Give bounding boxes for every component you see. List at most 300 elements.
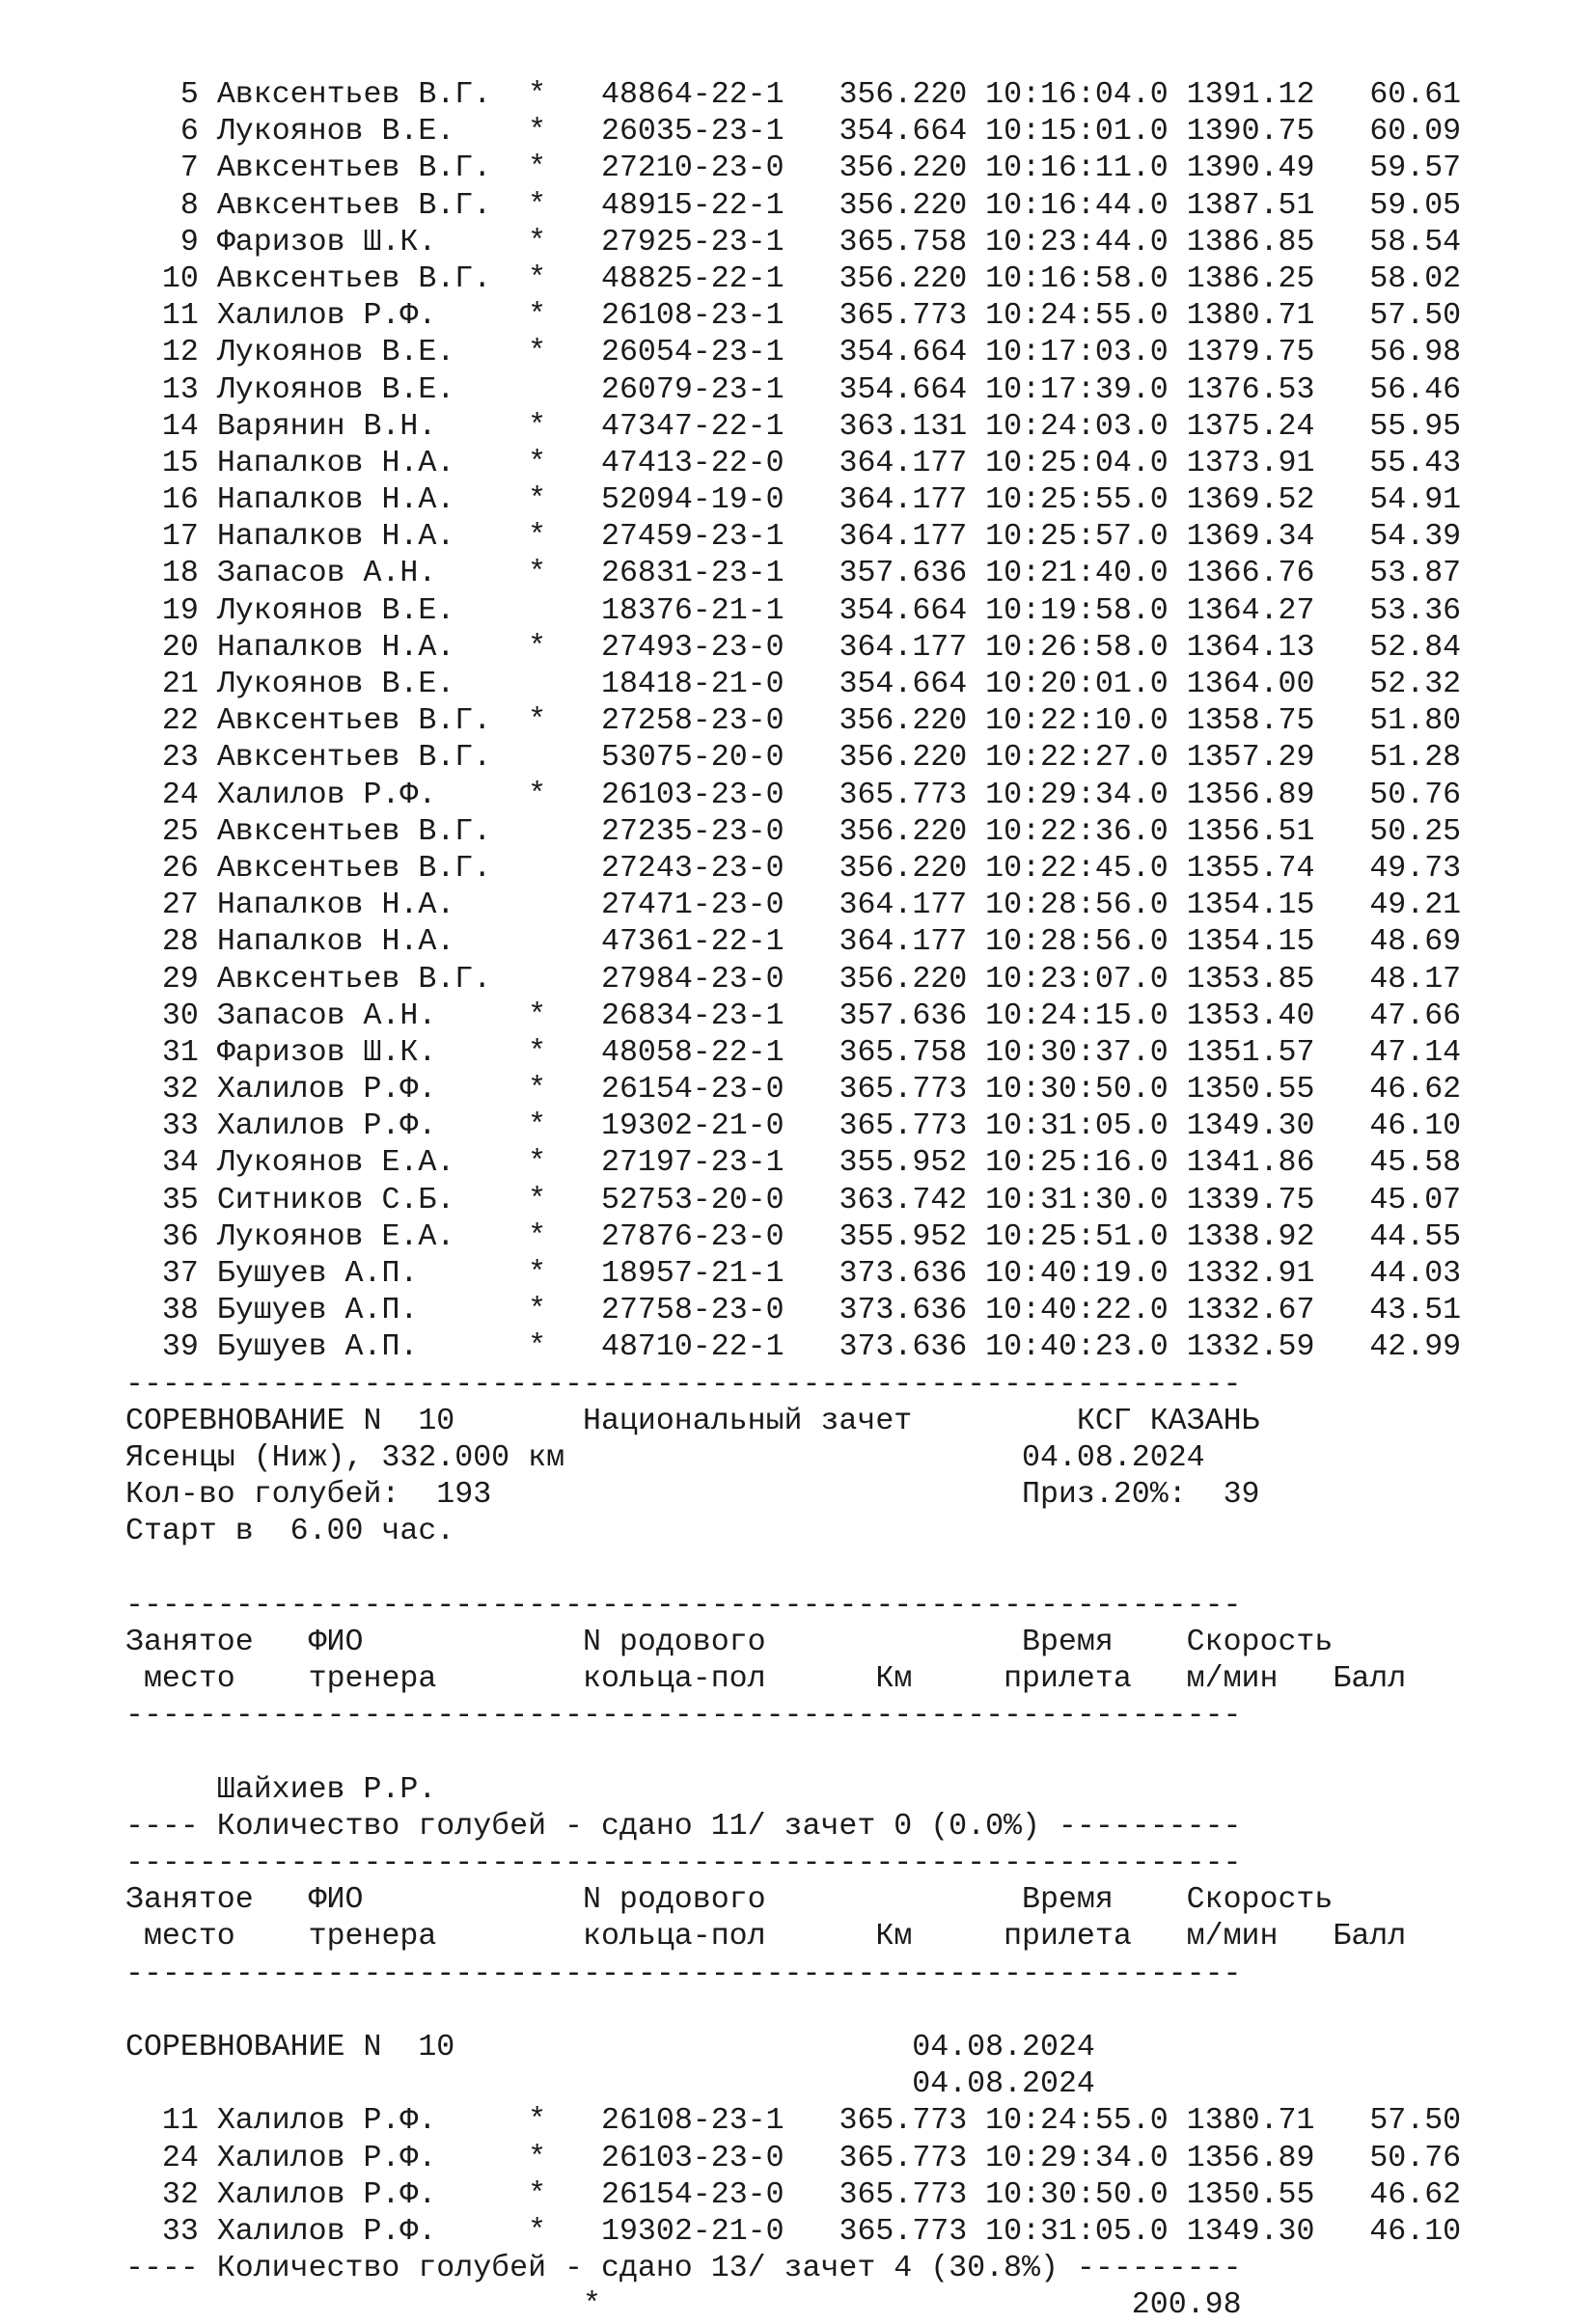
cell-ring: 27493-23-0	[601, 630, 784, 665]
table-row	[125, 630, 1461, 667]
cell-points: 49.73	[1351, 851, 1462, 886]
cell-ring: 27235-23-0	[601, 814, 784, 849]
table-row	[125, 409, 1461, 446]
cell-name: Лукоянов Е.А.	[216, 1146, 510, 1181]
table-row	[125, 556, 1461, 592]
cell-time: 10:40:23.0	[985, 1330, 1169, 1365]
count-value: 193	[399, 1478, 492, 1513]
cell-ring: 52094-19-0	[601, 483, 784, 518]
cell-points: 53.36	[1351, 593, 1462, 628]
cell-km: 356.220	[839, 78, 968, 112]
cell-ring: 27210-23-0	[601, 151, 784, 186]
cell-time: 10:20:01.0	[985, 668, 1169, 701]
table-row	[125, 1293, 1461, 1329]
cell-star: *	[528, 1183, 547, 1217]
cell-speed: 1351.57	[1186, 1035, 1315, 1070]
cell-time: 10:30:50.0	[985, 2177, 1169, 2212]
cell-place: 8	[125, 188, 199, 223]
cell-name: Ситников С.Б.	[216, 1183, 510, 1217]
cell-time: 10:25:51.0	[985, 1219, 1169, 1254]
cell-name: Халилов Р.Ф.	[216, 1109, 510, 1144]
cell-star: *	[528, 520, 547, 555]
cell-place: 7	[125, 151, 199, 186]
cell-name: Фаризов Ш.К.	[216, 225, 510, 260]
cell-name: Лукоянов В.Е.	[216, 336, 510, 370]
cell-ring: 18376-21-1	[601, 593, 784, 628]
race-location: Ясенцы (Ниж), 332.000 км	[125, 1440, 1023, 1475]
cell-ring: 27984-23-0	[601, 962, 784, 997]
cell-name: Халилов Р.Ф.	[216, 299, 510, 334]
cell-name: Бушуев А.П.	[216, 1257, 510, 1291]
cell-points: 46.10	[1351, 1109, 1462, 1144]
cell-time: 10:25:57.0	[985, 520, 1169, 555]
cell-star: *	[528, 2177, 547, 2212]
cell-points: 57.50	[1351, 299, 1462, 334]
cell-km: 354.664	[839, 372, 968, 407]
cell-place: 9	[125, 225, 199, 260]
separator	[125, 1956, 1461, 1993]
cell-star: *	[528, 336, 547, 370]
table-row	[125, 1183, 1461, 1219]
section-summary: ---- Количество голубей - сдано 11/ зачет 0 (0.0%) ----------	[125, 1809, 1242, 1844]
cell-km: 363.742	[839, 1183, 968, 1217]
dash-rule: -------------------------------------------------------------	[125, 1956, 1242, 1991]
cell-name: Фаризов Ш.К.	[216, 1035, 510, 1070]
cell-km: 355.952	[839, 1219, 968, 1254]
cell-star	[528, 373, 546, 407]
cell-place: 35	[125, 1183, 199, 1217]
cell-points: 49.21	[1351, 889, 1462, 923]
cell-name: Напалков Н.А.	[216, 630, 510, 665]
cell-time: 10:30:50.0	[985, 1073, 1169, 1107]
cell-ring: 47347-22-1	[601, 409, 784, 444]
results-document	[125, 77, 1461, 2324]
cell-star	[528, 668, 546, 701]
cell-ring: 27925-23-1	[601, 225, 784, 260]
cell-star: *	[528, 1073, 547, 1107]
cell-speed: 1353.40	[1186, 998, 1315, 1033]
date-1: 04.08.2024	[912, 2030, 1095, 2064]
col-name-2: тренера	[308, 1920, 583, 1955]
cell-name: Лукоянов В.Е.	[216, 593, 510, 628]
cell-star: *	[528, 1294, 547, 1328]
cell-speed: 1358.75	[1186, 704, 1315, 739]
cell-km: 356.220	[839, 151, 968, 186]
cell-km: 373.636	[839, 1294, 968, 1328]
cell-time: 10:22:10.0	[985, 704, 1169, 739]
cell-ring: 47413-22-0	[601, 446, 784, 480]
col-speed-2: м/мин	[1186, 1920, 1334, 1955]
cell-time: 10:31:30.0	[985, 1183, 1169, 1217]
cell-time: 10:31:05.0	[985, 1109, 1169, 1144]
cell-speed: 1390.49	[1186, 151, 1315, 186]
cell-ring: 27459-23-1	[601, 520, 784, 555]
total-line	[125, 2287, 1461, 2324]
cell-points: 44.03	[1351, 1257, 1462, 1291]
cell-place: 5	[125, 78, 199, 112]
cell-points: 44.55	[1351, 1219, 1462, 1254]
cell-speed: 1369.52	[1186, 483, 1315, 518]
cell-time: 10:40:22.0	[985, 1294, 1169, 1328]
cell-time: 10:25:55.0	[985, 483, 1169, 518]
cell-km: 357.636	[839, 998, 968, 1033]
cell-km: 365.773	[839, 299, 968, 334]
cell-km: 365.773	[839, 2104, 968, 2139]
section2-date	[125, 2066, 1461, 2103]
cell-km: 373.636	[839, 1330, 968, 1365]
cell-name: Авксентьев В.Г.	[216, 962, 510, 997]
table-row	[125, 261, 1461, 298]
cell-km: 356.220	[839, 261, 968, 296]
cell-km: 357.636	[839, 557, 968, 591]
column-header-1	[125, 1625, 1461, 1661]
table-row	[125, 703, 1461, 740]
cell-points: 55.95	[1351, 409, 1462, 444]
cell-km: 356.220	[839, 851, 968, 886]
col-points: Балл	[1333, 1662, 1407, 1697]
cell-km: 364.177	[839, 925, 968, 960]
cell-points: 56.98	[1351, 336, 1462, 370]
cell-place: 13	[125, 372, 199, 407]
cell-place: 28	[125, 925, 199, 960]
cell-name: Лукоянов В.Е.	[216, 115, 510, 150]
col-name-2: тренера	[308, 1662, 583, 1697]
table-row	[125, 114, 1461, 150]
cell-name: Авксентьев В.Г.	[216, 851, 510, 886]
cell-star: *	[528, 483, 547, 518]
col-speed-2: м/мин	[1186, 1662, 1334, 1697]
cell-ring: 26831-23-1	[601, 557, 784, 591]
cell-star: *	[528, 446, 547, 480]
cell-name: Напалков Н.А.	[216, 925, 510, 960]
cell-star: *	[528, 115, 547, 150]
col-time-2: прилета	[1004, 1920, 1187, 1955]
cell-speed: 1349.30	[1186, 2214, 1315, 2249]
cell-speed: 1339.75	[1186, 1183, 1315, 1217]
table-row	[125, 924, 1461, 961]
cell-km: 356.220	[839, 188, 968, 223]
table-row	[125, 1145, 1461, 1182]
cell-points: 42.99	[1351, 1330, 1462, 1365]
cell-name: Лукоянов В.Е.	[216, 668, 510, 701]
cell-points: 43.51	[1351, 1294, 1462, 1328]
table-row	[125, 2214, 1461, 2251]
table-row	[125, 150, 1461, 187]
cell-speed: 1390.75	[1186, 115, 1315, 150]
cell-points: 47.66	[1351, 998, 1462, 1033]
table-row	[125, 778, 1461, 814]
cell-speed: 1369.34	[1186, 520, 1315, 555]
cell-place: 32	[125, 1073, 199, 1107]
cell-star: *	[528, 409, 547, 444]
col-ring-2: кольца-пол	[583, 1662, 876, 1697]
cell-speed: 1354.15	[1186, 925, 1315, 960]
cell-points: 59.57	[1351, 151, 1462, 186]
cell-points: 46.62	[1351, 2177, 1462, 2212]
prize-value: 39	[1186, 1478, 1260, 1513]
cell-ring: 26103-23-0	[601, 2141, 784, 2175]
cell-star	[528, 925, 546, 959]
cell-place: 32	[125, 2177, 199, 2212]
cell-speed: 1332.59	[1186, 1330, 1315, 1365]
cell-time: 10:25:04.0	[985, 446, 1169, 480]
col-km: Км	[875, 1662, 1004, 1697]
cell-time: 10:22:27.0	[985, 741, 1169, 776]
col-ring-2: кольца-пол	[583, 1920, 876, 1955]
cell-star: *	[528, 1035, 547, 1070]
cell-place: 27	[125, 889, 199, 923]
cell-place: 6	[125, 115, 199, 150]
header-line-4	[125, 1514, 1461, 1550]
table-row	[125, 446, 1461, 482]
cell-ring: 27197-23-1	[601, 1146, 784, 1181]
cell-time: 10:17:39.0	[985, 372, 1169, 407]
cell-time: 10:21:40.0	[985, 557, 1169, 591]
cell-star: *	[528, 630, 547, 665]
cell-ring: 26834-23-1	[601, 998, 784, 1033]
cell-name: Халилов Р.Ф.	[216, 2104, 510, 2139]
cell-place: 21	[125, 668, 199, 701]
cell-ring: 19302-21-0	[601, 1109, 784, 1144]
cell-name: Халилов Р.Ф.	[216, 2214, 510, 2249]
cell-place: 33	[125, 2214, 199, 2249]
cell-ring: 26054-23-1	[601, 336, 784, 370]
cell-km: 354.664	[839, 593, 968, 628]
cell-time: 10:16:11.0	[985, 151, 1169, 186]
blank	[125, 1993, 1461, 2030]
table-row	[125, 998, 1461, 1035]
cell-time: 10:25:16.0	[985, 1146, 1169, 1181]
cell-place: 34	[125, 1146, 199, 1181]
table-row	[125, 1219, 1461, 1256]
cell-place: 16	[125, 483, 199, 518]
cell-points: 60.09	[1351, 115, 1462, 150]
cell-time: 10:24:55.0	[985, 2104, 1169, 2139]
cell-time: 10:31:05.0	[985, 2214, 1169, 2249]
cell-time: 10:28:56.0	[985, 889, 1169, 923]
table-row	[125, 225, 1461, 261]
cell-star	[528, 741, 546, 775]
cell-time: 10:16:04.0	[985, 78, 1169, 112]
cell-name: Варянин В.Н.	[216, 409, 510, 444]
cell-name: Авксентьев В.Г.	[216, 741, 510, 776]
cell-km: 363.131	[839, 409, 968, 444]
cell-name: Авксентьев В.Г.	[216, 704, 510, 739]
cell-km: 364.177	[839, 520, 968, 555]
cell-speed: 1332.91	[1186, 1257, 1315, 1291]
col-name: ФИО	[308, 1883, 583, 1918]
cell-points: 46.62	[1351, 1073, 1462, 1107]
cell-ring: 48825-22-1	[601, 261, 784, 296]
dash-rule: -------------------------------------------------------------	[125, 1699, 1242, 1734]
cell-speed: 1379.75	[1186, 336, 1315, 370]
cell-points: 58.02	[1351, 261, 1462, 296]
cell-km: 354.664	[839, 668, 968, 701]
cell-speed: 1380.71	[1186, 299, 1315, 334]
cell-ring: 27243-23-0	[601, 851, 784, 886]
cell-name: Запасов А.Н.	[216, 998, 510, 1033]
cell-points: 46.10	[1351, 2214, 1462, 2249]
trainer-name: Шайхиев Р.Р.	[216, 1772, 437, 1807]
cell-star: *	[528, 2141, 547, 2175]
cell-name: Бушуев А.П.	[216, 1330, 510, 1365]
cell-name: Напалков Н.А.	[216, 889, 510, 923]
cell-ring: 18418-21-0	[601, 668, 784, 701]
cell-points: 51.28	[1351, 741, 1462, 776]
cell-points: 50.76	[1351, 778, 1462, 812]
cell-star	[528, 963, 546, 997]
table-row	[125, 888, 1461, 924]
cell-name: Халилов Р.Ф.	[216, 2177, 510, 2212]
total-points: 200.98	[1131, 2288, 1242, 2323]
table-row	[125, 372, 1461, 409]
cell-star: *	[528, 225, 547, 260]
cell-time: 10:17:03.0	[985, 336, 1169, 370]
cell-km: 356.220	[839, 814, 968, 849]
cell-name: Бушуев А.П.	[216, 1294, 510, 1328]
cell-place: 11	[125, 2104, 199, 2139]
cell-name: Авксентьев В.Г.	[216, 78, 510, 112]
separator	[125, 1367, 1461, 1404]
cell-speed: 1364.13	[1186, 630, 1315, 665]
date-2: 04.08.2024	[912, 2067, 1095, 2102]
col-km: Км	[875, 1920, 1004, 1955]
separator	[125, 1846, 1461, 1882]
cell-star: *	[528, 704, 547, 739]
cell-place: 38	[125, 1294, 199, 1328]
col-ring: N родового	[582, 1625, 1023, 1659]
cell-km: 373.636	[839, 1257, 968, 1291]
cell-time: 10:40:19.0	[985, 1257, 1169, 1291]
cell-name: Халилов Р.Ф.	[216, 2141, 510, 2175]
competition-title: СОРЕВНОВАНИЕ N 10	[125, 1404, 583, 1438]
cell-km: 354.664	[839, 336, 968, 370]
cell-speed: 1380.71	[1186, 2104, 1315, 2139]
cell-star	[528, 889, 546, 922]
blank	[125, 1735, 1461, 1771]
cell-points: 54.91	[1351, 483, 1462, 518]
cell-ring: 48710-22-1	[601, 1330, 784, 1365]
trainer-name	[125, 1772, 1461, 1809]
cell-km: 355.952	[839, 1146, 968, 1181]
cell-km: 365.773	[839, 1073, 968, 1107]
cell-time: 10:29:34.0	[985, 778, 1169, 812]
cell-time: 10:29:34.0	[985, 2141, 1169, 2175]
column-header-1	[125, 1882, 1461, 1919]
cell-star: *	[528, 261, 547, 296]
cell-star: *	[528, 2214, 547, 2249]
table-row	[125, 482, 1461, 519]
cell-speed: 1356.51	[1186, 814, 1315, 849]
cell-points: 51.80	[1351, 704, 1462, 739]
table-row	[125, 851, 1461, 888]
cell-time: 10:23:44.0	[985, 225, 1169, 260]
cell-speed: 1349.30	[1186, 1109, 1315, 1144]
cell-speed: 1386.25	[1186, 261, 1315, 296]
cell-km: 365.773	[839, 778, 968, 812]
cell-speed: 1350.55	[1186, 2177, 1315, 2212]
cell-km: 365.758	[839, 225, 968, 260]
cell-ring: 53075-20-0	[601, 741, 784, 776]
cell-speed: 1356.89	[1186, 2141, 1315, 2175]
cell-ring: 26079-23-1	[601, 372, 784, 407]
cell-km: 364.177	[839, 446, 968, 480]
cell-name: Напалков Н.А.	[216, 446, 510, 480]
table-row	[125, 77, 1461, 114]
cell-points: 52.84	[1351, 630, 1462, 665]
cell-km: 364.177	[839, 889, 968, 923]
total-star: *	[582, 2288, 601, 2323]
col-name: ФИО	[308, 1625, 583, 1659]
scoring-type: Национальный зачет	[582, 1404, 1077, 1438]
table-row	[125, 1256, 1461, 1293]
cell-time: 10:28:56.0	[985, 925, 1169, 960]
cell-speed: 1332.67	[1186, 1294, 1315, 1328]
cell-ring: 27258-23-0	[601, 704, 784, 739]
cell-km: 364.177	[839, 630, 968, 665]
col-time: Время	[1022, 1625, 1187, 1659]
table-row	[125, 298, 1461, 335]
cell-star	[528, 815, 546, 849]
table-row	[125, 2103, 1461, 2140]
cell-speed: 1350.55	[1186, 1073, 1315, 1107]
cell-points: 48.69	[1351, 925, 1462, 960]
col-speed: Скорость	[1186, 1625, 1334, 1659]
blank	[125, 1551, 1461, 1588]
cell-ring: 26035-23-1	[601, 115, 784, 150]
table-row	[125, 1329, 1461, 1366]
cell-place: 24	[125, 2141, 199, 2175]
cell-time: 10:22:45.0	[985, 851, 1169, 886]
cell-speed: 1376.53	[1186, 372, 1315, 407]
cell-speed: 1338.92	[1186, 1219, 1315, 1254]
cell-speed: 1391.12	[1186, 78, 1315, 112]
cell-time: 10:24:15.0	[985, 998, 1169, 1033]
cell-star	[528, 852, 546, 886]
col-place: Занятое	[125, 1625, 309, 1659]
cell-points: 53.87	[1351, 557, 1462, 591]
cell-speed: 1357.29	[1186, 741, 1315, 776]
table-row	[125, 2141, 1461, 2177]
cell-speed: 1373.91	[1186, 446, 1315, 480]
cell-place: 17	[125, 520, 199, 555]
cell-speed: 1341.86	[1186, 1146, 1315, 1181]
cell-place: 23	[125, 741, 199, 776]
cell-points: 47.14	[1351, 1035, 1462, 1070]
header-line-1	[125, 1404, 1461, 1440]
cell-points: 45.58	[1351, 1146, 1462, 1181]
cell-place: 36	[125, 1219, 199, 1254]
cell-name: Напалков Н.А.	[216, 483, 510, 518]
cell-place: 14	[125, 409, 199, 444]
cell-points: 60.61	[1351, 78, 1462, 112]
cell-place: 10	[125, 261, 199, 296]
cell-ring: 27876-23-0	[601, 1219, 784, 1254]
cell-star: *	[528, 188, 547, 223]
cell-time: 10:22:36.0	[985, 814, 1169, 849]
header-line-2	[125, 1440, 1461, 1477]
cell-time: 10:26:58.0	[985, 630, 1169, 665]
cell-speed: 1364.27	[1186, 593, 1315, 628]
cell-points: 55.43	[1351, 446, 1462, 480]
cell-star: *	[528, 998, 547, 1033]
table-row	[125, 962, 1461, 998]
cell-speed: 1387.51	[1186, 188, 1315, 223]
cell-star: *	[528, 1146, 547, 1181]
cell-star: *	[528, 78, 547, 112]
table-row	[125, 814, 1461, 851]
cell-time: 10:16:58.0	[985, 261, 1169, 296]
